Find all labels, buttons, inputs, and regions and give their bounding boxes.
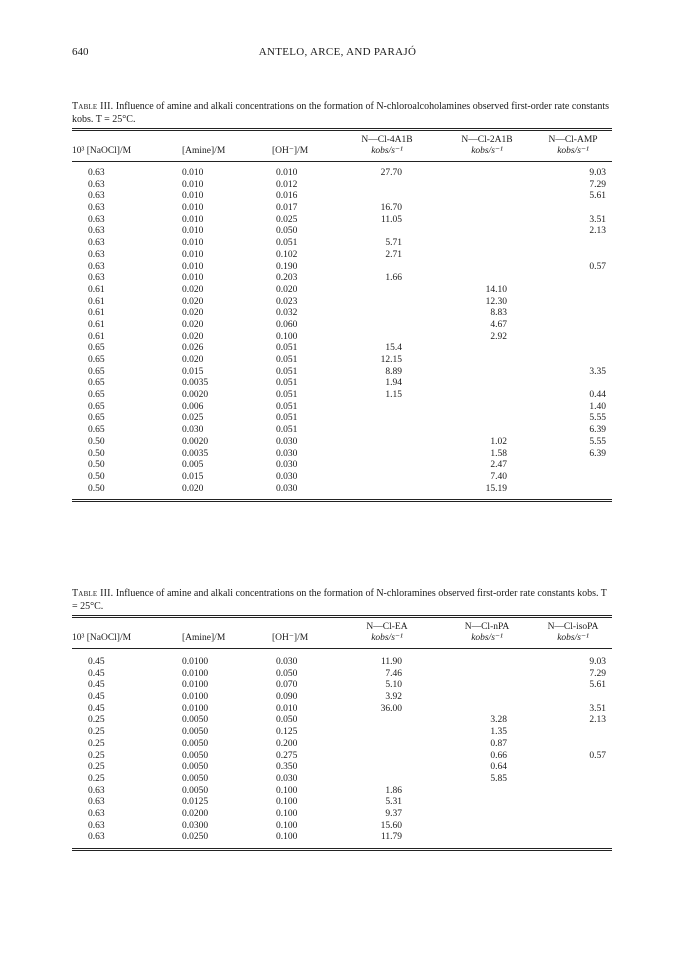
table2-cell: 0.45 <box>88 657 105 667</box>
table1-caption <box>72 100 612 126</box>
table1-cell: 0.65 <box>88 390 105 401</box>
table1-cell: 0.050 <box>276 226 298 237</box>
table-row <box>72 657 612 669</box>
table1-cell: 1.66 <box>385 273 402 284</box>
table2-cell: 0.63 <box>88 832 105 843</box>
table-row <box>72 355 612 367</box>
table1-cell: 0.025 <box>276 214 298 225</box>
table1-cell: 0.63 <box>88 179 105 190</box>
table1-cell: 0.44 <box>589 390 606 401</box>
table-row <box>72 774 612 786</box>
table1-cell: 6.39 <box>589 425 606 436</box>
table2-cell: 5.85 <box>490 773 507 784</box>
table2-col-subhead-5: kobs/s⁻¹ <box>557 633 589 643</box>
table1-cell: 1.58 <box>490 448 507 459</box>
table1-cell: 0.203 <box>276 273 298 284</box>
table-row <box>72 226 612 238</box>
table1-cell: 0.020 <box>182 319 204 330</box>
table1-cell: 0.190 <box>276 261 298 272</box>
table-row <box>72 762 612 774</box>
table-row <box>72 320 612 332</box>
table1-cell: 0.020 <box>182 284 204 295</box>
table2-cell: 0.66 <box>490 750 507 761</box>
table-row <box>72 669 612 681</box>
table2-cell: 0.63 <box>88 820 105 831</box>
table1-cell: 1.15 <box>385 390 402 401</box>
table2-cell: 0.0100 <box>182 657 209 667</box>
table2-cell: 1.35 <box>490 727 507 738</box>
table1-cell: 5.55 <box>589 413 606 424</box>
table1-cell: 0.65 <box>88 401 105 412</box>
table2-cell: 0.63 <box>88 785 105 796</box>
page-header <box>72 46 603 62</box>
table1-cell: 7.29 <box>589 179 606 190</box>
table2-cell: 0.010 <box>276 703 298 714</box>
table1-cell: 0.0020 <box>182 390 209 401</box>
table1 <box>72 128 612 502</box>
table2-cell: 0.25 <box>88 715 105 726</box>
table2-col-header-1: [Amine]/M <box>182 633 226 643</box>
table1-cell: 0.005 <box>182 460 204 471</box>
table1-cell: 0.010 <box>182 226 204 237</box>
table2-cell: 5.61 <box>589 680 606 691</box>
table-row <box>72 191 612 203</box>
table1-cell: 0.017 <box>276 203 298 214</box>
table2-cell: 0.0100 <box>182 692 209 703</box>
table1-cell: 0.030 <box>276 436 298 447</box>
table2-cell: 11.90 <box>380 657 402 667</box>
table1-cell: 0.63 <box>88 273 105 284</box>
table1-cell: 27.70 <box>380 168 402 178</box>
table1-cell: 0.051 <box>276 378 298 389</box>
table2-cell: 0.63 <box>88 808 105 819</box>
table1-col-header-5: N—Cl-AMP <box>548 135 598 145</box>
table-row <box>72 739 612 751</box>
table-row <box>72 727 612 739</box>
table1-cell: 0.030 <box>276 471 298 482</box>
table2-cell: 5.31 <box>385 797 402 808</box>
table2-cell: 0.45 <box>88 668 105 679</box>
table2-cell: 15.60 <box>380 820 402 831</box>
table1-cell: 0.030 <box>276 448 298 459</box>
table-row <box>72 786 612 798</box>
table1-cell: 0.0035 <box>182 448 209 459</box>
table1-cell: 0.020 <box>182 296 204 307</box>
table1-cell: 0.50 <box>88 448 105 459</box>
table1-col-subhead-5: kobs/s⁻¹ <box>557 146 589 156</box>
table1-cell: 0.025 <box>182 413 204 424</box>
table2-cell: 7.46 <box>385 668 402 679</box>
table1-cell: 0.026 <box>182 343 204 354</box>
table-row <box>72 449 612 461</box>
table-row <box>72 680 612 692</box>
table2-cell: 0.0050 <box>182 715 209 726</box>
table2-col-subhead-3: kobs/s⁻¹ <box>371 633 403 643</box>
table2 <box>72 615 612 851</box>
table2-cell: 0.0300 <box>182 820 209 831</box>
table-row <box>72 460 612 472</box>
table-row <box>72 692 612 704</box>
table1-cell: 0.051 <box>276 343 298 354</box>
table-row <box>72 343 612 355</box>
table1-cell: 3.35 <box>589 366 606 377</box>
table-row <box>72 297 612 309</box>
table1-cell: 0.010 <box>182 214 204 225</box>
table-row <box>72 180 612 192</box>
table-row <box>72 751 612 763</box>
table-row <box>72 821 612 833</box>
table1-col-header-1: [Amine]/M <box>182 146 226 156</box>
table2-cell: 0.0050 <box>182 750 209 761</box>
table1-cell: 0.016 <box>276 191 298 202</box>
table-row <box>72 809 612 821</box>
table2-cell: 0.100 <box>276 832 298 843</box>
table1-cell: 0.051 <box>276 238 298 249</box>
table1-cell: 3.51 <box>589 214 606 225</box>
table-row <box>72 484 612 496</box>
table1-cell: 0.010 <box>182 261 204 272</box>
table1-cell: 11.05 <box>380 214 402 225</box>
table1-cell: 0.020 <box>182 355 204 365</box>
table1-cell: 0.50 <box>88 471 105 482</box>
table-row <box>72 308 612 320</box>
table-row <box>72 797 612 809</box>
table1-body <box>72 162 612 499</box>
table1-cell: 0.65 <box>88 355 105 365</box>
table1-cell: 15.19 <box>485 483 507 494</box>
table1-cell: 0.051 <box>276 355 298 365</box>
table1-cell: 0.63 <box>88 168 105 178</box>
table2-cell: 0.100 <box>276 820 298 831</box>
table2-cell: 5.10 <box>385 680 402 691</box>
table1-cell: 0.65 <box>88 366 105 377</box>
table1-cell: 6.39 <box>589 448 606 459</box>
table1-cell: 5.55 <box>589 436 606 447</box>
table2-cell: 0.125 <box>276 727 298 738</box>
table1-cell: 0.051 <box>276 413 298 424</box>
table1-cell: 9.03 <box>589 168 606 178</box>
table-row <box>72 413 612 425</box>
table-row <box>72 273 612 285</box>
table1-cell: 0.102 <box>276 249 298 260</box>
table1-cell: 0.010 <box>182 203 204 214</box>
table2-cell: 0.030 <box>276 657 298 667</box>
table1-cell: 0.0020 <box>182 436 209 447</box>
table2-cell: 0.070 <box>276 680 298 691</box>
table-row <box>72 704 612 716</box>
table1-cell: 0.030 <box>276 460 298 471</box>
table1-cell: 0.63 <box>88 226 105 237</box>
table2-caption-text: Influence of amine and alkali concentrations on the formation of N-chloramines observed first-order rate constants kobs. T = 25°C. <box>72 588 607 612</box>
table1-cell: 0.010 <box>182 249 204 260</box>
table2-cell: 0.0100 <box>182 680 209 691</box>
table2-cell: 2.13 <box>589 715 606 726</box>
table2-cell: 0.0125 <box>182 797 209 808</box>
table1-cell: 0.63 <box>88 191 105 202</box>
table1-cell: 0.65 <box>88 343 105 354</box>
table2-body <box>72 649 612 848</box>
table2-cell: 0.64 <box>490 762 507 773</box>
table2-cell: 0.87 <box>490 738 507 749</box>
table1-cell: 0.65 <box>88 413 105 424</box>
table2-cell: 0.0050 <box>182 738 209 749</box>
table2-cell: 0.275 <box>276 750 298 761</box>
table1-cell: 2.13 <box>589 226 606 237</box>
table2-col-header-2: [OH⁻]/M <box>272 633 309 643</box>
table2-cell: 3.92 <box>385 692 402 703</box>
table1-cell: 0.010 <box>182 168 204 178</box>
table2-cell: 0.0050 <box>182 727 209 738</box>
table2-cell: 0.45 <box>88 680 105 691</box>
table-row <box>72 332 612 344</box>
table2-cell: 0.0050 <box>182 762 209 773</box>
table1-cell: 1.02 <box>490 436 507 447</box>
table1-cell: 0.032 <box>276 308 298 319</box>
table1-cell: 0.010 <box>182 273 204 284</box>
table1-cell: 0.051 <box>276 366 298 377</box>
table1-cell: 0.61 <box>88 284 105 295</box>
table2-cell: 0.100 <box>276 797 298 808</box>
table1-cell: 0.61 <box>88 308 105 319</box>
table1-cell: 0.010 <box>182 191 204 202</box>
table-row <box>72 715 612 727</box>
table2-cell: 0.0100 <box>182 668 209 679</box>
table-row <box>72 437 612 449</box>
table2-cell: 0.350 <box>276 762 298 773</box>
table2-cell: 0.57 <box>589 750 606 761</box>
table1-cell: 0.63 <box>88 249 105 260</box>
table1-cell: 1.94 <box>385 378 402 389</box>
table1-cell: 0.63 <box>88 261 105 272</box>
table2-cell: 3.28 <box>490 715 507 726</box>
table2-cell: 1.86 <box>385 785 402 796</box>
table2-label: Table III. <box>72 588 114 599</box>
table2-cell: 0.030 <box>276 773 298 784</box>
table2-cell: 0.25 <box>88 762 105 773</box>
table2-cell: 11.79 <box>380 832 402 843</box>
table-row <box>72 203 612 215</box>
table2-bottom-rule <box>72 848 612 851</box>
table1-cell: 0.060 <box>276 319 298 330</box>
table1-cell: 0.020 <box>182 331 204 342</box>
table1-cell: 0.61 <box>88 296 105 307</box>
table1-cell: 8.89 <box>385 366 402 377</box>
table1-bottom-rule <box>72 499 612 502</box>
table1-cell: 0.010 <box>276 168 298 178</box>
table2-cell: 0.100 <box>276 808 298 819</box>
table2-cell: 0.45 <box>88 703 105 714</box>
table2-cell: 0.25 <box>88 750 105 761</box>
table-row <box>72 832 612 844</box>
table1-cell: 2.47 <box>490 460 507 471</box>
table1-col-header-4: N—Cl-2A1B <box>461 135 513 145</box>
table1-header <box>72 131 612 161</box>
table1-cell: 0.100 <box>276 331 298 342</box>
table1-cell: 0.051 <box>276 401 298 412</box>
table2-cell: 9.03 <box>589 657 606 667</box>
table2-cell: 9.37 <box>385 808 402 819</box>
table2-cell: 0.050 <box>276 668 298 679</box>
table2-cell: 0.25 <box>88 773 105 784</box>
table1-cell: 0.57 <box>589 261 606 272</box>
table2-cell: 36.00 <box>380 703 402 714</box>
table-row <box>72 215 612 227</box>
table1-cell: 0.50 <box>88 436 105 447</box>
table1-cell: 0.0035 <box>182 378 209 389</box>
table1-cell: 0.010 <box>182 179 204 190</box>
table1-col-header-0: 10³ [NaOCl]/M <box>72 146 132 156</box>
table2-cell: 0.0050 <box>182 773 209 784</box>
table-row <box>72 367 612 379</box>
table1-cell: 14.10 <box>485 284 507 295</box>
table2-cell: 0.200 <box>276 738 298 749</box>
table1-cell: 0.65 <box>88 425 105 436</box>
table1-cell: 12.30 <box>485 296 507 307</box>
table1-cell: 7.40 <box>490 471 507 482</box>
table1-caption-text: Influence of amine and alkali concentrations on the formation of N-chloroalcoholamines observed first-order rate constants kobs. T = 25°C. <box>72 101 610 125</box>
table2-cell: 3.51 <box>589 703 606 714</box>
table1-cell: 0.020 <box>182 483 204 494</box>
table1-cell: 2.71 <box>385 249 402 260</box>
table2-col-subhead-4: kobs/s⁻¹ <box>471 633 503 643</box>
table2-cell: 0.25 <box>88 727 105 738</box>
table1-cell: 0.012 <box>276 179 298 190</box>
table1-cell: 0.006 <box>182 401 204 412</box>
table2-col-header-0: 10³ [NaOCl]/M <box>72 633 132 643</box>
table-row <box>72 262 612 274</box>
table2-cell: 0.0100 <box>182 703 209 714</box>
table-row <box>72 250 612 262</box>
table1-col-subhead-3: kobs/s⁻¹ <box>371 146 403 156</box>
table1-cell: 0.61 <box>88 331 105 342</box>
table1-cell: 0.63 <box>88 214 105 225</box>
running-authors: ANTELO, ARCE, AND PARAJÓ <box>258 46 417 58</box>
table1-cell: 0.63 <box>88 238 105 249</box>
table1-cell: 0.50 <box>88 483 105 494</box>
table1-col-header-2: [OH⁻]/M <box>272 146 309 156</box>
table1-cell: 0.030 <box>276 483 298 494</box>
table1-cell: 0.50 <box>88 460 105 471</box>
table2-cell: 0.45 <box>88 692 105 703</box>
table-row <box>72 402 612 414</box>
table1-cell: 0.015 <box>182 366 204 377</box>
table1-col-header-3: N—Cl-4A1B <box>361 135 413 145</box>
table1-cell: 0.051 <box>276 425 298 436</box>
table-row <box>72 378 612 390</box>
table2-cell: 0.63 <box>88 797 105 808</box>
table1-cell: 0.020 <box>182 308 204 319</box>
table2-col-header-4: N—Cl-nPA <box>464 622 510 632</box>
table2-col-header-3: N—Cl-EA <box>366 622 408 632</box>
table1-cell: 0.015 <box>182 471 204 482</box>
table1-cell: 5.61 <box>589 191 606 202</box>
table2-cell: 0.0250 <box>182 832 209 843</box>
table1-cell: 0.63 <box>88 203 105 214</box>
table1-cell: 4.67 <box>490 319 507 330</box>
table-row <box>72 390 612 402</box>
table1-cell: 15.4 <box>385 343 402 354</box>
table2-cell: 7.29 <box>589 668 606 679</box>
table1-cell: 5.71 <box>385 238 402 249</box>
table1-col-subhead-4: kobs/s⁻¹ <box>471 146 503 156</box>
table1-cell: 0.65 <box>88 378 105 389</box>
table1-cell: 0.61 <box>88 319 105 330</box>
table2-cell: 0.0050 <box>182 785 209 796</box>
table1-cell: 0.023 <box>276 296 298 307</box>
table-row <box>72 238 612 250</box>
table1-cell: 0.030 <box>182 425 204 436</box>
table2-cell: 0.0200 <box>182 808 209 819</box>
table1-cell: 0.010 <box>182 238 204 249</box>
table2-cell: 0.25 <box>88 738 105 749</box>
table1-cell: 0.020 <box>276 284 298 295</box>
table1-label: Table III. <box>72 101 114 112</box>
table1-cell: 2.92 <box>490 331 507 342</box>
table-row <box>72 425 612 437</box>
table2-cell: 0.050 <box>276 715 298 726</box>
table1-cell: 0.051 <box>276 390 298 401</box>
table-row <box>72 168 612 180</box>
page-number: 640 <box>72 46 89 58</box>
table-row <box>72 472 612 484</box>
table1-cell: 16.70 <box>380 203 402 214</box>
table2-cell: 0.100 <box>276 785 298 796</box>
table2-cell: 0.090 <box>276 692 298 703</box>
table2-header <box>72 618 612 648</box>
table1-cell: 12.15 <box>380 355 402 365</box>
table2-caption <box>72 587 612 613</box>
table1-cell: 1.40 <box>589 401 606 412</box>
table1-cell: 8.83 <box>490 308 507 319</box>
table-row <box>72 285 612 297</box>
table2-col-header-5: N—Cl-isoPA <box>547 622 599 632</box>
